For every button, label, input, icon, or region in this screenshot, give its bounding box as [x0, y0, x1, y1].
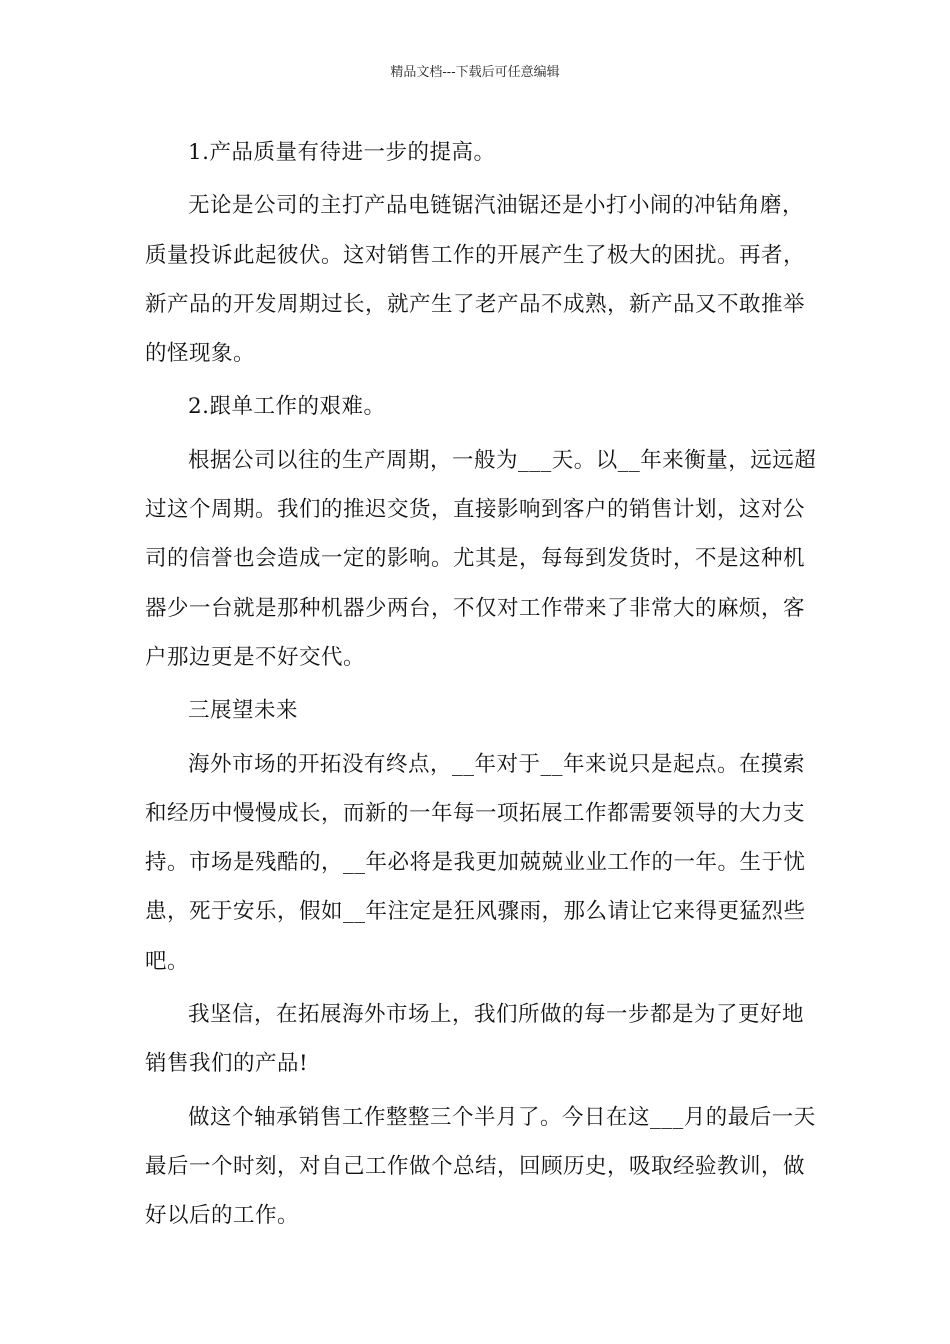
paragraph-outlook: 海外市场的开拓没有终点，__年对于__年来说只是起点。在摸索和经历中慢慢成长，而新的一年每一项拓展工作都需要领导的大力支持。市场是残酷的，__年必将是我更加兢兢业业工作的一年。生于忧患，死于安乐，假如__年注定是狂风骤雨，那么请让它来得更猛烈些吧。: [145, 751, 806, 974]
paragraph-outlook-heading: 三展望未来: [188, 698, 299, 724]
page-header: 精品文档---下载后可任意编辑: [390, 65, 560, 80]
paragraph-product-quality: 无论是公司的主打产品电链锯汽油锯还是小打小闹的冲钻角磨，质量投诉此起彼伏。这对销售工作的开展产生了极大的困扰。再者，新产品的开发周期过长，就产生了老产品不成熟，新产品又不敢推举的怪现象。: [145, 193, 806, 367]
document-body: [145, 128, 825, 1245]
paragraph-order-tracking: 根据公司以往的生产周期，一般为___天。以__年来衡量，远远超过这个周期。我们的推迟交货，直接影响到客户的销售计划，这对公司的信誉也会造成一定的影响。尤其是，每每到发货时，不是这种机器少一台就是那种机器少两台，不仅对工作带来了非常大的麻烦，客户那边更是不好交代。: [145, 447, 817, 670]
paragraph-summary: 做这个轴承销售工作整整三个半月了。今日在这___月的最后一天最后一个时刻，对自己工作做个总结，回顾历史，吸取经验教训，做好以后的工作。: [145, 1104, 816, 1229]
paragraph-order-tracking-heading: 2.跟单工作的艰难。: [188, 394, 386, 420]
paragraph-product-quality-heading: 1.产品质量有待进一步的提高。: [188, 140, 496, 165]
paragraph-belief: 我坚信，在拓展海外市场上，我们所做的每一步都是为了更好地销售我们的产品!: [145, 1002, 805, 1077]
